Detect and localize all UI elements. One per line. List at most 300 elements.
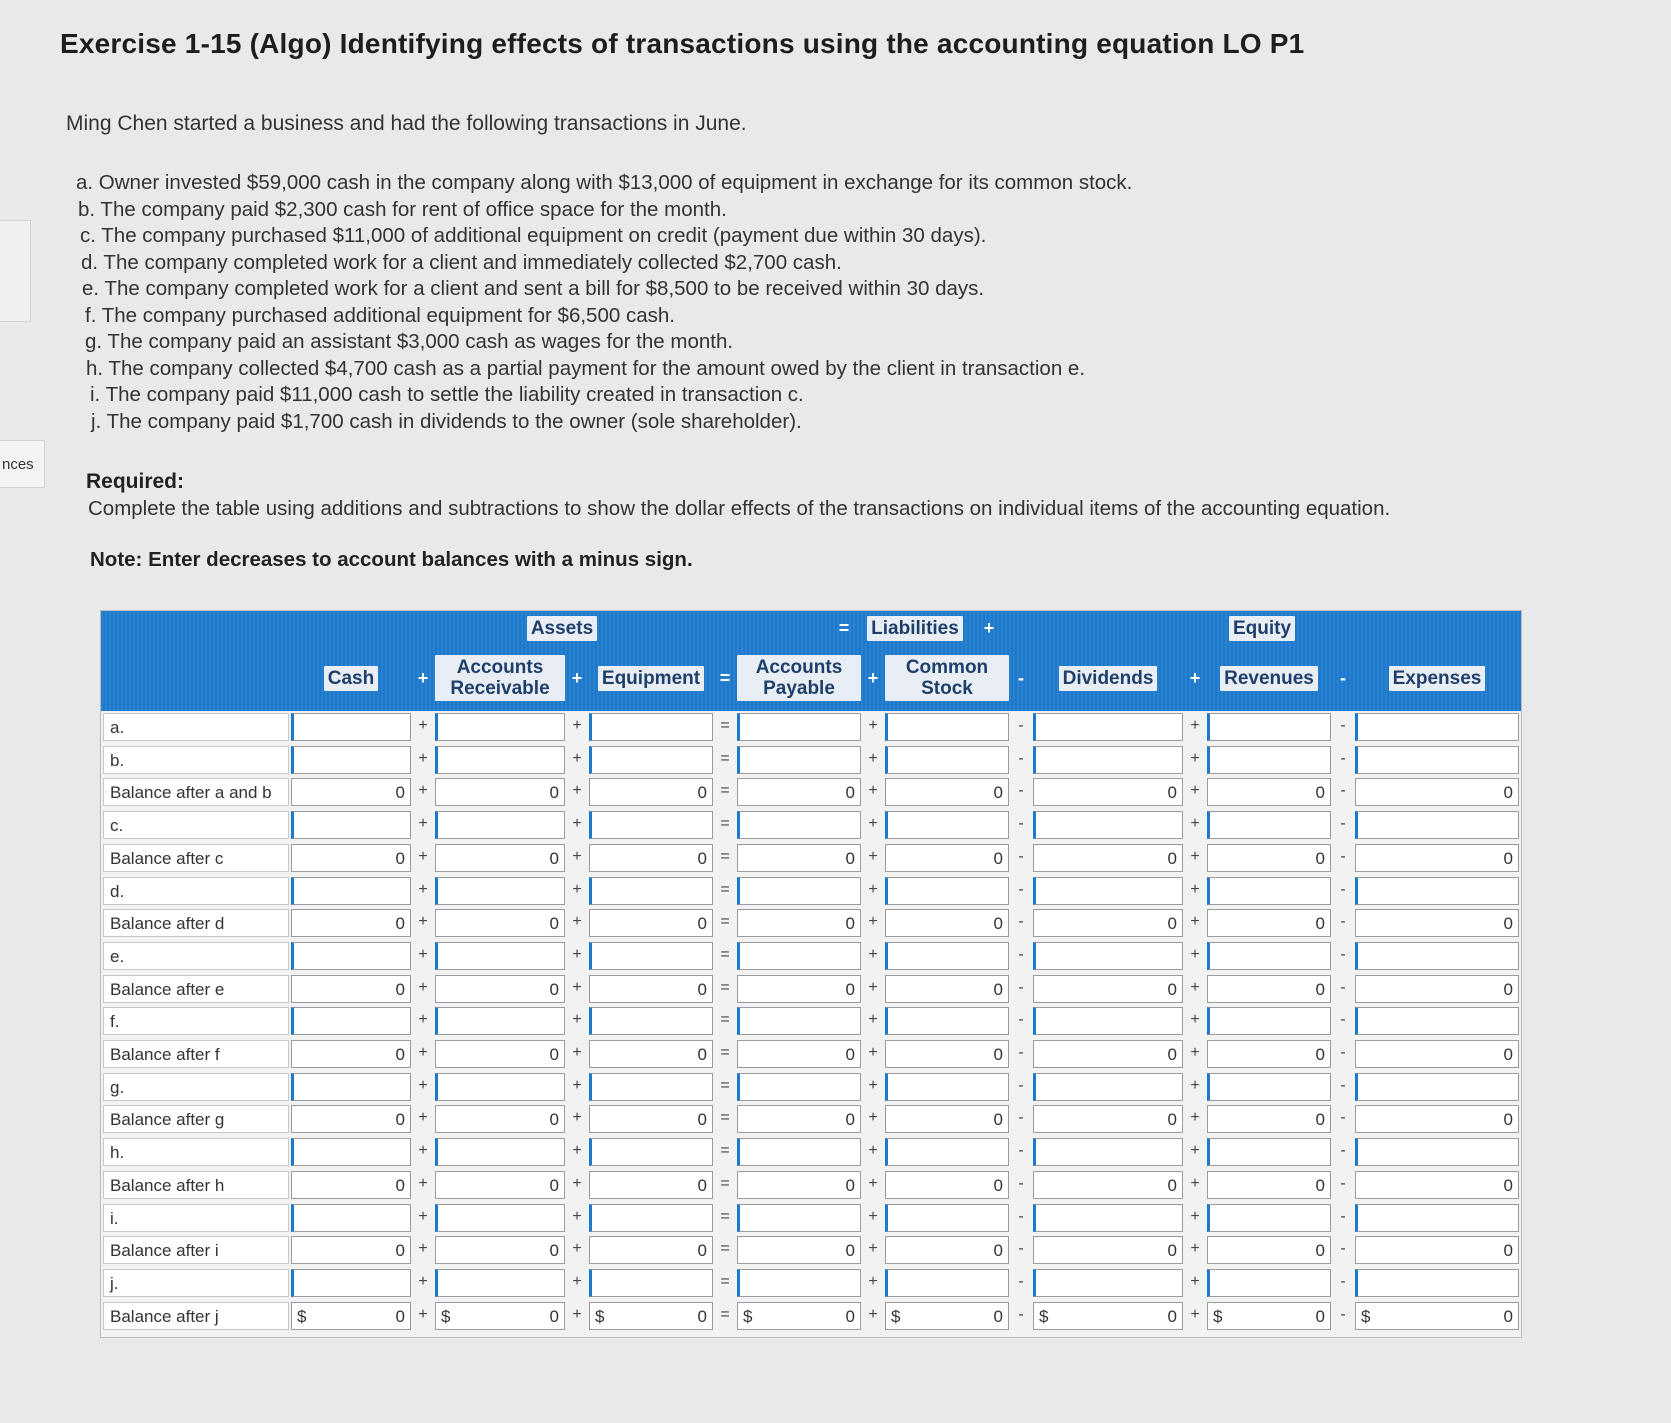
operator-symbol: +	[1190, 847, 1200, 865]
operator-symbol: +	[418, 913, 428, 931]
common-stock-input[interactable]	[885, 1269, 1009, 1297]
balance-value: 0	[1315, 783, 1325, 803]
cash-balance	[291, 1105, 411, 1133]
expenses-balance	[1355, 975, 1519, 1003]
accounts-receivable-input[interactable]	[435, 1073, 565, 1101]
cash-input[interactable]	[291, 1204, 411, 1232]
expenses-balance	[1355, 844, 1519, 872]
operator-symbol: +	[868, 913, 878, 931]
common-stock-input[interactable]	[885, 746, 1009, 774]
operator-symbol: +	[1190, 1240, 1200, 1258]
operator-symbol: -	[1340, 913, 1346, 931]
operator-symbol: +	[572, 847, 582, 865]
row-label: d.	[103, 877, 289, 905]
accounting-equation-table	[100, 610, 1522, 1338]
balance-value: 0	[549, 979, 559, 999]
currency-symbol: $	[743, 1306, 753, 1326]
common-stock-balance	[885, 1302, 1009, 1330]
table-row	[101, 1169, 1521, 1201]
table-row	[101, 875, 1521, 907]
cash-balance	[291, 909, 411, 937]
operator-symbol: +	[418, 815, 428, 833]
accounts-receivable-balance	[435, 909, 565, 937]
operator-symbol: -	[1340, 749, 1346, 767]
transaction-item: a. Owner invested $59,000 cash in the company along with $13,000 of equipment in exchange for its common stock.	[76, 171, 1133, 194]
balance-value: 0	[845, 1241, 855, 1261]
accounts-payable-input[interactable]	[737, 942, 861, 970]
expenses-input[interactable]	[1355, 811, 1519, 839]
operator-symbol: -	[1340, 945, 1346, 963]
row-label: e.	[103, 942, 289, 970]
common-stock-input[interactable]	[885, 1073, 1009, 1101]
balance-value: 0	[549, 783, 559, 803]
operator-symbol: -	[1018, 1109, 1024, 1127]
balance-value: 0	[697, 848, 707, 868]
balance-value: 0	[1167, 783, 1177, 803]
operator-symbol: =	[720, 782, 730, 800]
row-label: Balance after c	[103, 844, 289, 872]
balance-value: 0	[697, 783, 707, 803]
dividends-balance	[1033, 1236, 1183, 1264]
balance-value: 0	[1167, 1110, 1177, 1130]
balance-value: 0	[1167, 1241, 1177, 1261]
equals-header: =	[838, 617, 850, 638]
operator-symbol: -	[1340, 1076, 1346, 1094]
row-label: Balance after d	[103, 909, 289, 937]
operator-symbol: +	[418, 847, 428, 865]
revenues-input[interactable]	[1207, 1138, 1331, 1166]
revenues-input[interactable]	[1207, 1073, 1331, 1101]
operator-symbol: =	[720, 880, 730, 898]
cash-input[interactable]	[291, 1138, 411, 1166]
dividends-input[interactable]	[1033, 1204, 1183, 1232]
revenues-input[interactable]	[1207, 877, 1331, 905]
cash-input[interactable]	[291, 942, 411, 970]
common-stock-input[interactable]	[885, 1007, 1009, 1035]
equipment-balance	[589, 1171, 713, 1199]
transaction-item: i. The company paid $11,000 cash to settle the liability created in transaction c.	[90, 383, 804, 406]
balance-value: 0	[1315, 979, 1325, 999]
expenses-balance	[1355, 1171, 1519, 1199]
operator-symbol: +	[418, 945, 428, 963]
balance-value: 0	[845, 1045, 855, 1064]
operator-symbol: -	[1018, 880, 1024, 898]
table-row	[101, 776, 1521, 808]
equipment-balance	[589, 975, 713, 1003]
col-expenses: Expenses	[1355, 645, 1519, 711]
operator-symbol: +	[572, 1044, 582, 1061]
operator-symbol: +	[418, 1272, 428, 1290]
accounts-payable-balance	[737, 778, 861, 806]
operator-symbol: +	[418, 1044, 428, 1061]
accounts-receivable-input[interactable]	[435, 1007, 565, 1035]
table-column-header	[101, 645, 1521, 711]
transaction-item: d. The company completed work for a client and immediately collected $2,700 cash.	[81, 250, 842, 274]
operator-symbol: +	[418, 749, 428, 767]
accounts-receivable-input[interactable]	[435, 1204, 565, 1232]
operator-symbol: -	[1340, 1305, 1346, 1323]
operator-symbol: -	[1018, 749, 1024, 767]
col-equipment: Equipment	[589, 645, 713, 711]
accounts-receivable-balance	[435, 1236, 565, 1264]
balance-value: 0	[395, 979, 405, 999]
operator-symbol: +	[418, 880, 428, 898]
operator-symbol: +	[572, 1076, 582, 1094]
assets-header: Assets	[291, 611, 833, 645]
balance-value: 0	[1503, 848, 1513, 868]
expenses-input[interactable]	[1355, 1007, 1519, 1035]
common-stock-input[interactable]	[885, 811, 1009, 839]
operator-symbol: =	[720, 1174, 730, 1192]
row-label: b.	[103, 746, 289, 774]
cash-input[interactable]	[291, 1073, 411, 1101]
operator-symbol: +	[868, 749, 878, 767]
operator-symbol: +	[572, 1305, 582, 1323]
dividends-input[interactable]	[1033, 713, 1183, 741]
accounts-payable-balance	[737, 1171, 861, 1199]
accounts-receivable-balance	[435, 1040, 565, 1068]
common-stock-input[interactable]	[885, 1138, 1009, 1166]
table-row	[101, 907, 1521, 939]
operator-symbol: -	[1018, 913, 1024, 931]
row-label: a.	[103, 713, 289, 741]
operator-symbol: +	[418, 1076, 428, 1094]
col-accounts-receivable: Accounts Receivable	[435, 645, 565, 711]
transaction-item: b. The company paid $2,300 cash for rent of office space for the month.	[78, 197, 727, 221]
operator-symbol: =	[720, 978, 730, 996]
equipment-input[interactable]	[589, 942, 713, 970]
cash-input[interactable]	[291, 1007, 411, 1035]
table-row	[101, 973, 1521, 1005]
operator-symbol: -	[1340, 782, 1346, 800]
accounts-payable-balance	[737, 1105, 861, 1133]
table-row	[101, 1038, 1521, 1070]
common-stock-input[interactable]	[885, 877, 1009, 905]
accounts-payable-input[interactable]	[737, 811, 861, 839]
operator-symbol: =	[720, 1240, 730, 1258]
equipment-input[interactable]	[589, 1138, 713, 1166]
col-dividends: Dividends	[1033, 645, 1183, 711]
table-row	[101, 1136, 1521, 1168]
operator-symbol: +	[572, 1174, 582, 1192]
operator-symbol: +	[572, 880, 582, 898]
operator-symbol: -	[1340, 1044, 1346, 1061]
table-row	[101, 842, 1521, 874]
accounts-payable-input[interactable]	[737, 1007, 861, 1035]
accounts-payable-input[interactable]	[737, 1138, 861, 1166]
equipment-input[interactable]	[589, 746, 713, 774]
balance-value: 0	[697, 1175, 707, 1195]
dividends-input[interactable]	[1033, 1269, 1183, 1297]
common-stock-input[interactable]	[885, 942, 1009, 970]
balance-value: 0	[1315, 848, 1325, 868]
operator-symbol: +	[868, 1240, 878, 1258]
operator-symbol: +	[572, 1011, 582, 1029]
common-stock-balance	[885, 778, 1009, 806]
equipment-input[interactable]	[589, 811, 713, 839]
equipment-balance	[589, 1105, 713, 1133]
accounts-receivable-input[interactable]	[435, 1269, 565, 1297]
balance-value: 0	[1167, 1045, 1177, 1064]
transaction-item: c. The company purchased $11,000 of additional equipment on credit (payment due within 30 days).	[80, 224, 987, 247]
cash-balance	[291, 844, 411, 872]
revenues-input[interactable]	[1207, 811, 1331, 839]
row-label: h.	[103, 1138, 289, 1166]
equipment-input[interactable]	[589, 877, 713, 905]
expenses-input[interactable]	[1355, 1073, 1519, 1101]
common-stock-input[interactable]	[885, 713, 1009, 741]
operator-symbol: +	[868, 1207, 878, 1225]
operator-symbol: +	[572, 1240, 582, 1258]
balance-value: 0	[1167, 848, 1177, 868]
operator-symbol: +	[418, 1109, 428, 1127]
operator-symbol: +	[1190, 1305, 1200, 1323]
cash-balance	[291, 1302, 411, 1330]
operator-symbol: -	[1340, 1109, 1346, 1127]
accounts-receivable-input[interactable]	[435, 811, 565, 839]
balance-value: 0	[993, 979, 1003, 999]
operator-symbol: +	[868, 1011, 878, 1029]
expenses-balance	[1355, 1302, 1519, 1330]
row-label: Balance after a and b	[103, 778, 289, 806]
operator-symbol: +	[1190, 945, 1200, 963]
operator-symbol: +	[418, 1174, 428, 1192]
operator-symbol: +	[1190, 717, 1200, 734]
dividends-input[interactable]	[1033, 1007, 1183, 1035]
balance-value: 0	[993, 848, 1003, 868]
table-row	[101, 809, 1521, 841]
balance-value: 0	[395, 783, 405, 803]
operator-symbol: -	[1340, 880, 1346, 898]
expenses-input[interactable]	[1355, 1204, 1519, 1232]
accounts-payable-input[interactable]	[737, 877, 861, 905]
cash-input[interactable]	[291, 811, 411, 839]
transaction-item: f. The company purchased additional equipment for $6,500 cash.	[85, 303, 675, 327]
expenses-input[interactable]	[1355, 746, 1519, 774]
balance-value: 0	[395, 1241, 405, 1261]
accounts-receivable-input[interactable]	[435, 877, 565, 905]
cash-input[interactable]	[291, 713, 411, 741]
balance-value: 0	[1503, 783, 1513, 803]
expenses-input[interactable]	[1355, 713, 1519, 741]
dividends-balance	[1033, 909, 1183, 937]
balance-value: 0	[395, 914, 405, 934]
operator-symbol: +	[1190, 1174, 1200, 1192]
expenses-input[interactable]	[1355, 1138, 1519, 1166]
balance-value: 0	[395, 848, 405, 868]
balance-value: 0	[1315, 1241, 1325, 1261]
transaction-item: h. The company collected $4,700 cash as a partial payment for the amount owed by the client in transaction e.	[86, 356, 1086, 380]
cash-input[interactable]	[291, 877, 411, 905]
dividends-balance	[1033, 778, 1183, 806]
balance-value: 0	[549, 848, 559, 868]
row-label: f.	[103, 1007, 289, 1035]
col-op: =	[719, 667, 731, 688]
operator-symbol: -	[1018, 1174, 1024, 1192]
expenses-input[interactable]	[1355, 877, 1519, 905]
col-accounts-payable: Accounts Payable	[737, 645, 861, 711]
cash-input[interactable]	[291, 746, 411, 774]
balance-value: 0	[1503, 1241, 1513, 1261]
revenues-input[interactable]	[1207, 1269, 1331, 1297]
balance-value: 0	[1315, 1175, 1325, 1195]
table-row	[101, 1005, 1521, 1037]
cash-balance	[291, 778, 411, 806]
common-stock-balance	[885, 975, 1009, 1003]
equipment-balance	[589, 909, 713, 937]
balance-value: 0	[1503, 1306, 1513, 1326]
balance-value: 0	[845, 979, 855, 999]
required-text: Complete the table using additions and subtractions to show the dollar effects of the transactions on individual items of the accounting equation.	[88, 497, 1391, 520]
operator-symbol: =	[720, 1109, 730, 1127]
table-row	[101, 1300, 1521, 1332]
table-row	[101, 711, 1521, 743]
row-label: Balance after f	[103, 1040, 289, 1068]
equipment-balance	[589, 1302, 713, 1330]
table-group-header	[101, 611, 1521, 645]
table-row	[101, 1234, 1521, 1266]
sidebar-tab-references[interactable]: nces	[0, 440, 45, 488]
operator-symbol: -	[1018, 1076, 1024, 1094]
balance-value: 0	[549, 1110, 559, 1130]
operator-symbol: -	[1018, 847, 1024, 865]
operator-symbol: +	[572, 945, 582, 963]
accounts-payable-input[interactable]	[737, 746, 861, 774]
expenses-balance	[1355, 1105, 1519, 1133]
col-op: +	[417, 667, 429, 688]
equipment-input[interactable]	[589, 1204, 713, 1232]
page-title: Exercise 1-15 (Algo) Identifying effects of transactions using the accounting equation LO P1	[60, 28, 1305, 59]
balance-value: 0	[1167, 914, 1177, 934]
operator-symbol: =	[720, 749, 730, 767]
accounts-payable-input[interactable]	[737, 713, 861, 741]
operator-symbol: -	[1340, 1240, 1346, 1258]
col-revenues: Revenues	[1207, 645, 1331, 711]
operator-symbol: =	[720, 1207, 730, 1225]
balance-value: 0	[549, 914, 559, 934]
revenues-balance	[1207, 1105, 1331, 1133]
operator-symbol: -	[1018, 717, 1024, 734]
operator-symbol: +	[1190, 1207, 1200, 1225]
dividends-balance	[1033, 1105, 1183, 1133]
expenses-input[interactable]	[1355, 1269, 1519, 1297]
revenues-balance	[1207, 975, 1331, 1003]
balance-value: 0	[549, 1241, 559, 1261]
operator-symbol: +	[868, 815, 878, 833]
dividends-input[interactable]	[1033, 1073, 1183, 1101]
transaction-item: j. The company paid $1,700 cash in dividends to the owner (sole shareholder).	[91, 409, 802, 433]
operator-symbol: +	[418, 1142, 428, 1160]
currency-symbol: $	[595, 1306, 605, 1326]
operator-symbol: -	[1018, 1207, 1024, 1225]
balance-value: 0	[395, 1175, 405, 1195]
operator-symbol: +	[572, 913, 582, 931]
operator-symbol: +	[868, 1076, 878, 1094]
operator-symbol: +	[868, 978, 878, 996]
cash-balance	[291, 1171, 411, 1199]
balance-value: 0	[993, 1241, 1003, 1261]
balance-value: 0	[395, 1306, 405, 1326]
dividends-input[interactable]	[1033, 942, 1183, 970]
operator-symbol: =	[720, 1272, 730, 1290]
revenues-input[interactable]	[1207, 1007, 1331, 1035]
currency-symbol: $	[1361, 1306, 1371, 1326]
accounts-receivable-input[interactable]	[435, 1138, 565, 1166]
dividends-input[interactable]	[1033, 811, 1183, 839]
operator-symbol: -	[1340, 847, 1346, 865]
balance-value: 0	[845, 1306, 855, 1326]
operator-symbol: +	[572, 978, 582, 996]
balance-value: 0	[845, 848, 855, 868]
common-stock-input[interactable]	[885, 1204, 1009, 1232]
equipment-input[interactable]	[589, 1073, 713, 1101]
balance-value: 0	[1315, 1045, 1325, 1064]
cash-balance	[291, 1040, 411, 1068]
balance-value: 0	[993, 1110, 1003, 1130]
accounts-receivable-balance	[435, 844, 565, 872]
accounts-payable-input[interactable]	[737, 1204, 861, 1232]
operator-symbol: +	[572, 749, 582, 767]
common-stock-balance	[885, 1236, 1009, 1264]
operator-symbol: +	[418, 1207, 428, 1225]
cash-balance	[291, 1236, 411, 1264]
revenues-input[interactable]	[1207, 713, 1331, 741]
accounts-payable-input[interactable]	[737, 1269, 861, 1297]
currency-symbol: $	[1213, 1306, 1223, 1326]
revenues-balance	[1207, 1040, 1331, 1068]
dividends-input[interactable]	[1033, 877, 1183, 905]
equipment-input[interactable]	[589, 1007, 713, 1035]
accounts-payable-balance	[737, 1040, 861, 1068]
accounts-receivable-balance	[435, 1105, 565, 1133]
cash-balance	[291, 975, 411, 1003]
revenues-input[interactable]	[1207, 746, 1331, 774]
currency-symbol: $	[297, 1306, 307, 1326]
dividends-balance	[1033, 1171, 1183, 1199]
row-label: g.	[103, 1073, 289, 1101]
accounts-receivable-input[interactable]	[435, 713, 565, 741]
sidebar-panel	[0, 220, 31, 322]
operator-symbol: +	[1190, 815, 1200, 833]
expenses-input[interactable]	[1355, 942, 1519, 970]
equipment-input[interactable]	[589, 1269, 713, 1297]
equipment-balance	[589, 844, 713, 872]
accounts-receivable-input[interactable]	[435, 942, 565, 970]
operator-symbol: +	[868, 1305, 878, 1323]
accounts-receivable-input[interactable]	[435, 746, 565, 774]
operator-symbol: -	[1018, 1272, 1024, 1290]
cash-input[interactable]	[291, 1269, 411, 1297]
balance-value: 0	[395, 1110, 405, 1130]
operator-symbol: +	[572, 1207, 582, 1225]
operator-symbol: +	[868, 1109, 878, 1127]
operator-symbol: =	[720, 1142, 730, 1160]
required-label: Required:	[86, 470, 185, 493]
revenues-input[interactable]	[1207, 942, 1331, 970]
dividends-input[interactable]	[1033, 746, 1183, 774]
accounts-payable-input[interactable]	[737, 1073, 861, 1101]
currency-symbol: $	[1039, 1306, 1049, 1326]
revenues-input[interactable]	[1207, 1204, 1331, 1232]
dividends-input[interactable]	[1033, 1138, 1183, 1166]
operator-symbol: -	[1340, 978, 1346, 996]
operator-symbol: -	[1340, 1174, 1346, 1192]
col-op: +	[867, 667, 879, 688]
balance-value: 0	[845, 914, 855, 934]
currency-symbol: $	[891, 1306, 901, 1326]
operator-symbol: -	[1340, 1142, 1346, 1160]
equipment-input[interactable]	[589, 713, 713, 741]
